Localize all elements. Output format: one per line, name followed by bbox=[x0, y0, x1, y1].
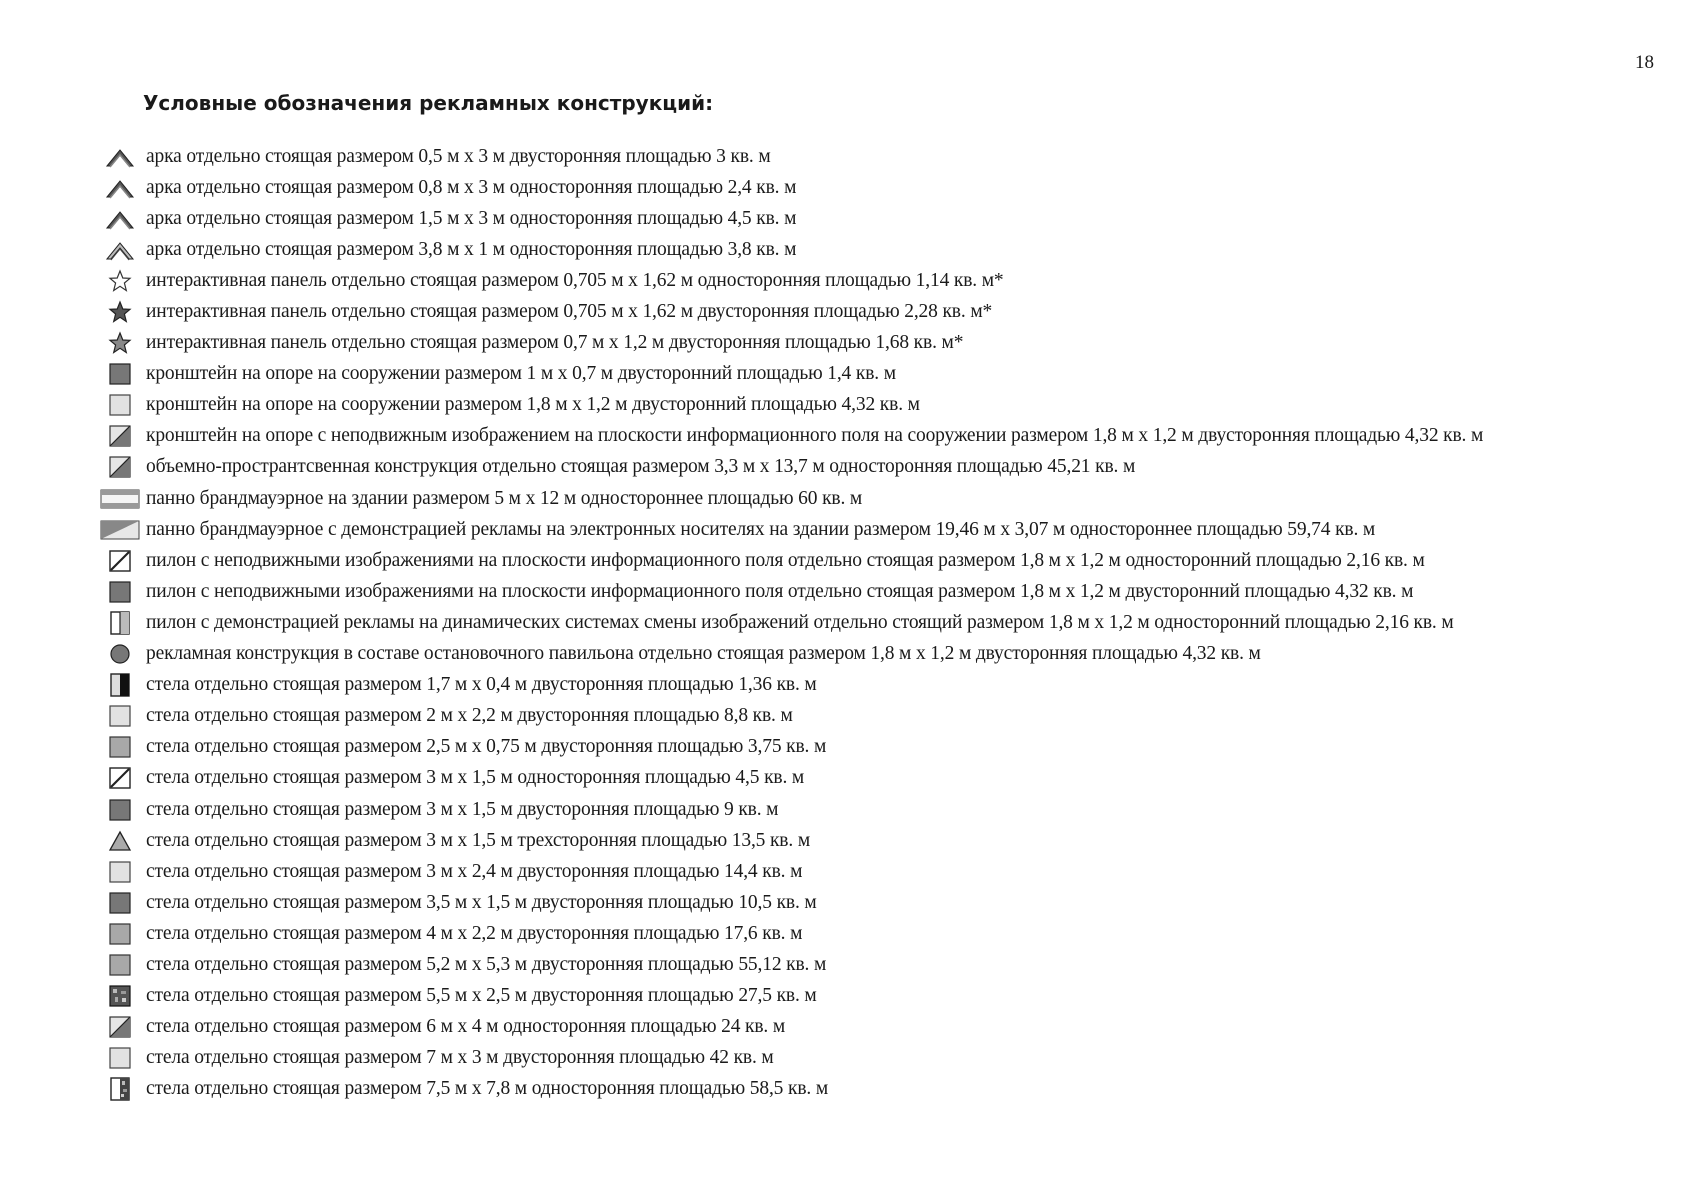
legend-item-text: стела отдельно стоящая размером 3 м х 1,5 м односторонняя площадью 4,5 кв. м bbox=[146, 767, 805, 789]
legend-item bbox=[94, 701, 1674, 732]
legend-item-text: кронштейн на опоре на сооружении размером 1 м х 0,7 м двусторонний площадью 1,4 кв. м bbox=[146, 363, 896, 385]
legend-item bbox=[94, 483, 1674, 514]
legend-item bbox=[94, 918, 1674, 949]
legend-item-text: стела отдельно стоящая размером 3 м х 2,4 м двусторонняя площадью 14,4 кв. м bbox=[146, 860, 803, 882]
legend-item bbox=[94, 639, 1674, 670]
legend-list bbox=[94, 141, 1674, 1105]
legend-item bbox=[94, 452, 1674, 483]
legend-item bbox=[94, 203, 1674, 234]
square-dark-icon bbox=[94, 796, 146, 824]
legend-item-text: стела отдельно стоящая размером 2,5 м х 0,75 м двусторонняя площадью 3,75 кв. м bbox=[146, 736, 827, 758]
legend-item-text: пилон с неподвижными изображениями на плоскости информационного поля отдельно стоящая размером 1,8 м х 1,2 м двусторонний площадью 4,32 кв. м bbox=[146, 580, 1414, 602]
square-medium-icon bbox=[94, 951, 146, 979]
legend-item bbox=[94, 390, 1674, 421]
star-filled-icon bbox=[94, 298, 146, 326]
legend-item bbox=[94, 545, 1674, 576]
legend-item-text: кронштейн на опоре с неподвижным изображением на плоскости информационного поля на сооружении размером 1,8 м х 1,2 м двусторонняя площадью 4,32 кв. м bbox=[146, 425, 1484, 447]
wide-banner-icon bbox=[94, 485, 146, 513]
legend-item-text: стела отдельно стоящая размером 1,7 м х 0,4 м двусторонняя площадью 1,36 кв. м bbox=[146, 674, 817, 696]
legend-item bbox=[94, 141, 1674, 172]
legend-title: Условные обозначения рекламных конструкций: bbox=[143, 91, 714, 115]
legend-item bbox=[94, 421, 1674, 452]
legend-item-text: кронштейн на опоре на сооружении размером 1,8 м х 1,2 м двусторонний площадью 4,32 кв. м bbox=[146, 394, 920, 416]
legend-item bbox=[94, 265, 1674, 296]
square-light-icon bbox=[94, 702, 146, 730]
legend-item-text: стела отдельно стоящая размером 7,5 м х 7,8 м односторонняя площадью 58,5 кв. м bbox=[146, 1078, 829, 1100]
legend-item bbox=[94, 234, 1674, 265]
legend-item-text: пилон с неподвижными изображениями на плоскости информационного поля отдельно стоящая размером 1,8 м х 1,2 м односторонний площадью 2,16 кв. м bbox=[146, 549, 1425, 571]
legend-item-text: стела отдельно стоящая размером 7 м х 3 м двусторонняя площадью 42 кв. м bbox=[146, 1047, 774, 1069]
square-diagonal-line-icon bbox=[94, 764, 146, 792]
rect-half-black-icon bbox=[94, 671, 146, 699]
legend-item-text: арка отдельно стоящая размером 3,8 м х 1 м односторонняя площадью 3,8 кв. м bbox=[146, 238, 797, 260]
legend-item-text: стела отдельно стоящая размером 5,5 м х 2,5 м двусторонняя площадью 27,5 кв. м bbox=[146, 985, 817, 1007]
square-half-diagonal-icon bbox=[94, 1013, 146, 1041]
legend-item bbox=[94, 856, 1674, 887]
legend-item-text: интерактивная панель отдельно стоящая размером 0,705 м х 1,62 м двусторонняя площадью 2,28 кв. м* bbox=[146, 301, 993, 323]
square-light-icon bbox=[94, 1044, 146, 1072]
rect-half-vertical-icon bbox=[94, 609, 146, 637]
star-gray-icon bbox=[94, 329, 146, 357]
legend-item-text: арка отдельно стоящая размером 0,5 м х 3 м двусторонняя площадью 3 кв. м bbox=[146, 145, 771, 167]
square-dark-icon bbox=[94, 578, 146, 606]
legend-item-text: панно брандмауэрное на здании размером 5 м х 12 м одностороннее площадью 60 кв. м bbox=[146, 487, 863, 509]
square-dark-icon bbox=[94, 889, 146, 917]
circle-filled-icon bbox=[94, 640, 146, 668]
arch-icon bbox=[94, 174, 146, 202]
legend-item-text: рекламная конструкция в составе остановочного павильона отдельно стоящая размером 1,8 м х 1,2 м двусторонняя площадью 4,32 кв. м bbox=[146, 643, 1261, 665]
legend-item bbox=[94, 732, 1674, 763]
square-half-diagonal-icon bbox=[94, 453, 146, 481]
square-medium-icon bbox=[94, 920, 146, 948]
star-outline-icon bbox=[94, 267, 146, 295]
legend-item bbox=[94, 763, 1674, 794]
legend-item-text: стела отдельно стоящая размером 5,2 м х 5,3 м двусторонняя площадью 55,12 кв. м bbox=[146, 953, 827, 975]
legend-item-text: стела отдельно стоящая размером 3 м х 1,5 м двусторонняя площадью 9 кв. м bbox=[146, 798, 779, 820]
legend-item bbox=[94, 825, 1674, 856]
square-half-diagonal-icon bbox=[94, 422, 146, 450]
legend-item bbox=[94, 1043, 1674, 1074]
arch-icon bbox=[94, 143, 146, 171]
legend-item-text: стела отдельно стоящая размером 3,5 м х 1,5 м двусторонняя площадью 10,5 кв. м bbox=[146, 891, 817, 913]
legend-item-text: арка отдельно стоящая размером 1,5 м х 3 м односторонняя площадью 4,5 кв. м bbox=[146, 207, 797, 229]
legend-item-text: арка отдельно стоящая размером 0,8 м х 3 м односторонняя площадью 2,4 кв. м bbox=[146, 176, 797, 198]
arch-outline-icon bbox=[94, 236, 146, 264]
square-dark-icon bbox=[94, 360, 146, 388]
legend-item bbox=[94, 981, 1674, 1012]
arch-icon bbox=[94, 205, 146, 233]
legend-item-text: пилон с демонстрацией рекламы на динамических системах смены изображений отдельно стоящий размером 1,8 м х 1,2 м односторонний площадью 2,16 кв. м bbox=[146, 611, 1454, 633]
legend-item bbox=[94, 794, 1674, 825]
legend-item bbox=[94, 949, 1674, 980]
square-light-icon bbox=[94, 391, 146, 419]
legend-item bbox=[94, 607, 1674, 638]
legend-item bbox=[94, 514, 1674, 545]
legend-item bbox=[94, 172, 1674, 203]
square-diagonal-line-icon bbox=[94, 547, 146, 575]
legend-item bbox=[94, 576, 1674, 607]
legend-item-text: стела отдельно стоящая размером 2 м х 2,2 м двусторонняя площадью 8,8 кв. м bbox=[146, 705, 793, 727]
triangle-icon bbox=[94, 827, 146, 855]
legend-item-text: панно брандмауэрное с демонстрацией рекламы на электронных носителях на здании размером 19,46 м х 3,07 м одностороннее площадью 59,74 кв. м bbox=[146, 518, 1376, 540]
legend-item bbox=[94, 1074, 1674, 1105]
square-pattern-icon bbox=[94, 982, 146, 1010]
legend-item-text: стела отдельно стоящая размером 4 м х 2,2 м двусторонняя площадью 17,6 кв. м bbox=[146, 922, 803, 944]
legend-item-text: интерактивная панель отдельно стоящая размером 0,7 м х 1,2 м двусторонняя площадью 1,68 кв. м* bbox=[146, 332, 964, 354]
legend-item bbox=[94, 359, 1674, 390]
legend-item-text: стела отдельно стоящая размером 6 м х 4 м односторонняя площадью 24 кв. м bbox=[146, 1016, 786, 1038]
rect-pattern-half-icon bbox=[94, 1075, 146, 1103]
square-medium-icon bbox=[94, 733, 146, 761]
legend-item bbox=[94, 1012, 1674, 1043]
legend-item-text: интерактивная панель отдельно стоящая размером 0,705 м х 1,62 м односторонняя площадью 1,14 кв. м* bbox=[146, 269, 1004, 291]
legend-item bbox=[94, 670, 1674, 701]
legend-item bbox=[94, 328, 1674, 359]
legend-item bbox=[94, 887, 1674, 918]
square-light-icon bbox=[94, 858, 146, 886]
wide-banner-diagonal-icon bbox=[94, 516, 146, 544]
legend-item bbox=[94, 296, 1674, 327]
legend-item-text: объемно-пространтсвенная конструкция отдельно стоящая размером 3,3 м х 13,7 м односторонняя площадью 45,21 кв. м bbox=[146, 456, 1136, 478]
page-number: 18 bbox=[1635, 52, 1654, 73]
legend-item-text: стела отдельно стоящая размером 3 м х 1,5 м трехсторонняя площадью 13,5 кв. м bbox=[146, 829, 811, 851]
